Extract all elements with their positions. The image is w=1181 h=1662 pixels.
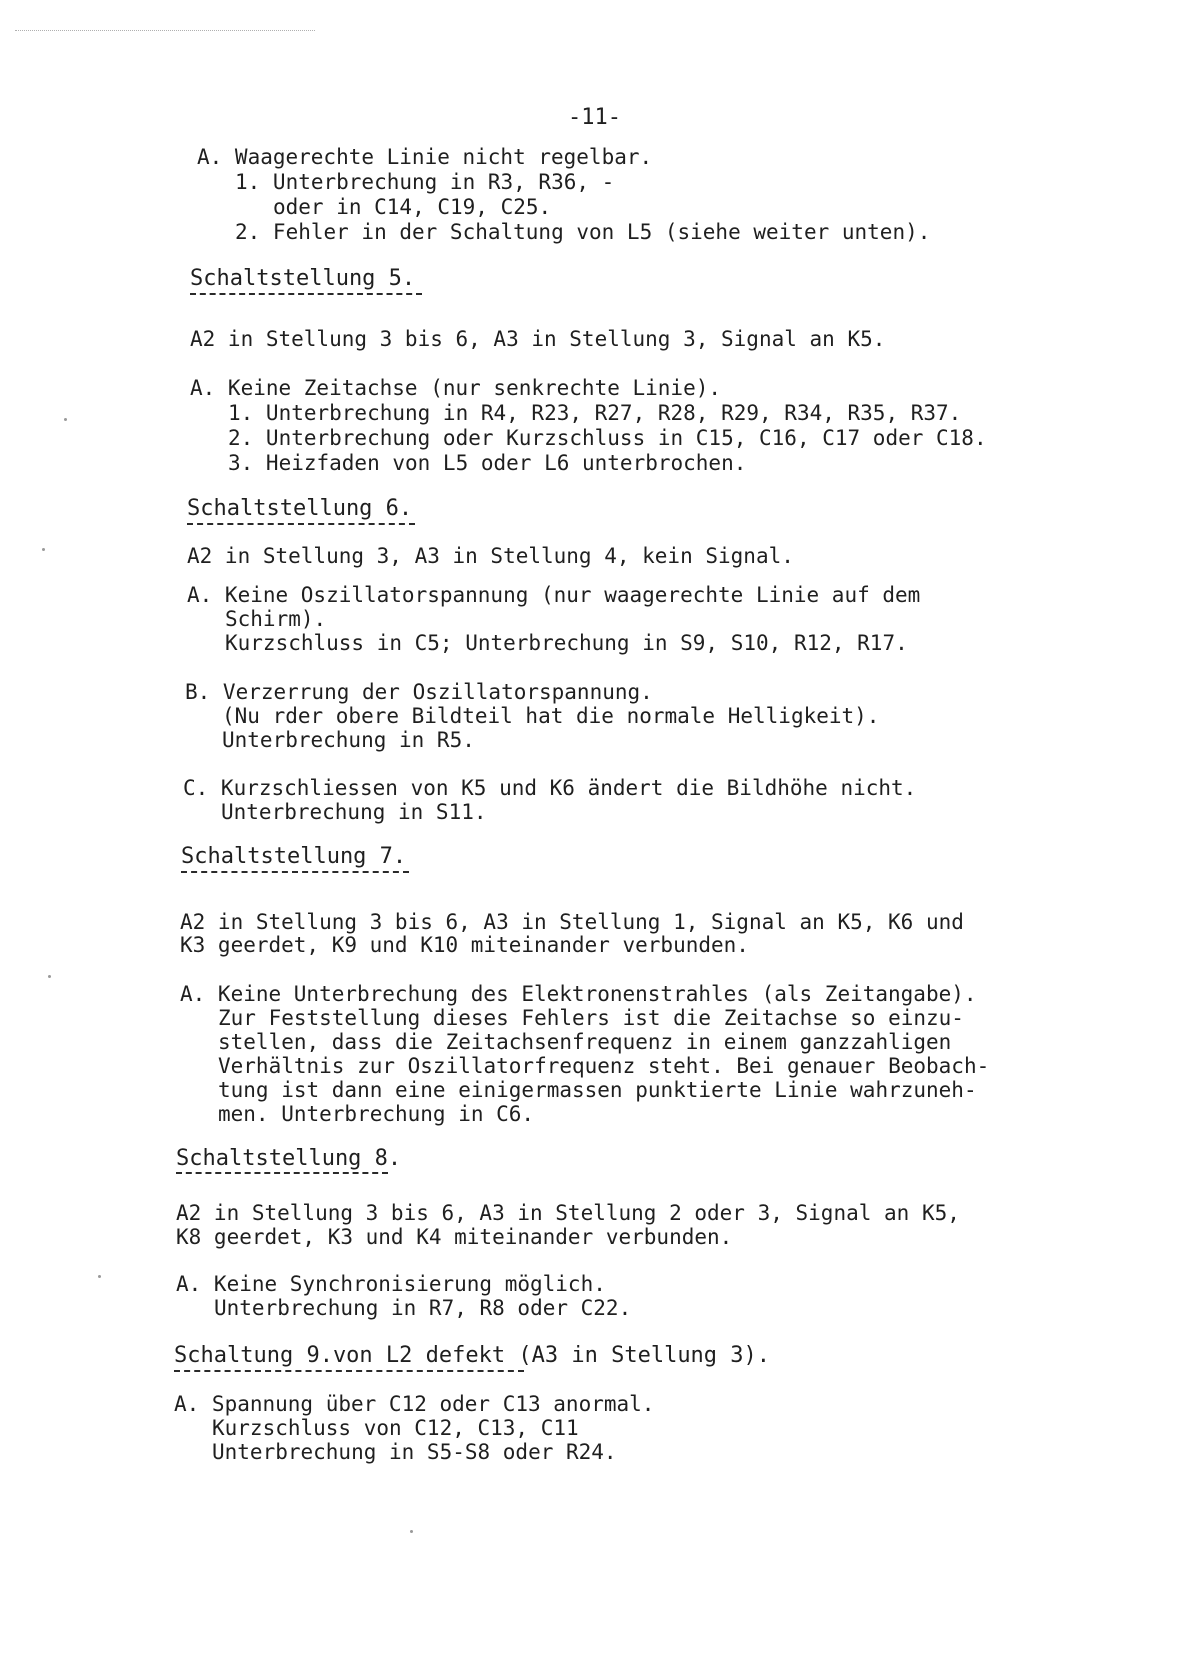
fault-item-a: A. Keine Synchronisierung möglich. — [176, 1272, 606, 1296]
fault-cause: Unterbrechung in S11. — [221, 800, 487, 824]
scan-speck — [64, 418, 67, 421]
setting-line: A2 in Stellung 3, A3 in Stellung 4, kein Signal. — [187, 544, 794, 568]
fault-item-b: B. Verzerrung der Oszillatorspannung. — [185, 680, 653, 704]
fault-description: stellen, dass die Zeitachsenfrequenz in einem ganzzahligen — [218, 1030, 952, 1054]
heading-underline — [181, 871, 409, 873]
heading-underline — [174, 1370, 524, 1372]
fault-cause: Unterbrechung in R7, R8 oder C22. — [214, 1296, 632, 1320]
cause-item-3: 3. Heizfaden von L5 oder L6 unterbrochen. — [228, 451, 747, 475]
scan-speck — [98, 1275, 101, 1278]
scan-border-mark — [15, 30, 315, 31]
section-heading-6: Schaltstellung 6. — [187, 496, 413, 521]
fault-item-a: A. Spannung über C12 oder C13 anormal. — [174, 1392, 655, 1416]
scan-speck — [48, 975, 51, 978]
fault-cause: Unterbrechung in R5. — [222, 728, 475, 752]
fault-description: Zur Feststellung dieses Fehlers ist die Zeitachse so einzu- — [218, 1006, 964, 1030]
setting-line-cont: K8 geerdet, K3 und K4 miteinander verbunden. — [176, 1225, 733, 1249]
setting-line: A2 in Stellung 3 bis 6, A3 in Stellung 2 oder 3, Signal an K5, — [176, 1201, 960, 1225]
section-heading-9: Schaltung 9.von L2 defekt (A3 in Stellung 3). — [174, 1343, 771, 1368]
fault-item-a-cont: Schirm). — [225, 607, 327, 631]
section-heading-5: Schaltstellung 5. — [190, 266, 416, 291]
fault-cause: Kurzschluss von C12, C13, C11 — [212, 1416, 579, 1440]
section-heading-8: Schaltstellung 8. — [176, 1146, 402, 1171]
fault-description: tung ist dann eine einigermassen punktierte Linie wahrzuneh- — [218, 1078, 977, 1102]
fault-description: Verhältnis zur Oszillatorfrequenz steht. Bei genauer Beobach- — [218, 1054, 990, 1078]
cause-item-1: 1. Unterbrechung in R4, R23, R27, R28, R29, R34, R35, R37. — [228, 401, 962, 425]
setting-line: A2 in Stellung 3 bis 6, A3 in Stellung 1, Signal an K5, K6 und — [180, 910, 964, 934]
heading-underline — [190, 293, 422, 295]
fault-item-b-note: (Nu rder obere Bildteil hat die normale Helligkeit). — [222, 704, 880, 728]
scan-speck — [42, 548, 45, 551]
fault-item-a: A. Waagerechte Linie nicht regelbar. — [197, 145, 653, 169]
scan-speck — [410, 1530, 413, 1533]
fault-cause: Kurzschluss in C5; Unterbrechung in S9, S10, R12, R17. — [225, 631, 908, 655]
fault-item-a: A. Keine Unterbrechung des Elektronenstrahles (als Zeitangabe). — [180, 982, 977, 1006]
fault-item-a: A. Keine Oszillatorspannung (nur waagerechte Linie auf dem — [187, 583, 921, 607]
setting-line-cont: K3 geerdet, K9 und K10 miteinander verbunden. — [180, 933, 749, 957]
cause-item-2: 2. Fehler in der Schaltung von L5 (siehe weiter unten). — [235, 220, 931, 244]
fault-cause: Unterbrechung in S5-S8 oder R24. — [212, 1440, 617, 1464]
cause-item-1: 1. Unterbrechung in R3, R36, - — [235, 170, 615, 194]
setting-line: A2 in Stellung 3 bis 6, A3 in Stellung 3, Signal an K5. — [190, 327, 886, 351]
section-heading-7: Schaltstellung 7. — [181, 844, 407, 869]
heading-underline — [176, 1172, 388, 1174]
page-number: -11- — [568, 105, 621, 130]
fault-description: men. Unterbrechung in C6. — [218, 1102, 535, 1126]
cause-item-1-cont: oder in C14, C19, C25. — [273, 195, 552, 219]
cause-item-2: 2. Unterbrechung oder Kurzschluss in C15, C16, C17 oder C18. — [228, 426, 987, 450]
fault-item-a: A. Keine Zeitachse (nur senkrechte Linie). — [190, 376, 722, 400]
fault-item-c: C. Kurzschliessen von K5 und K6 ändert die Bildhöhe nicht. — [183, 776, 917, 800]
heading-underline — [187, 523, 415, 525]
